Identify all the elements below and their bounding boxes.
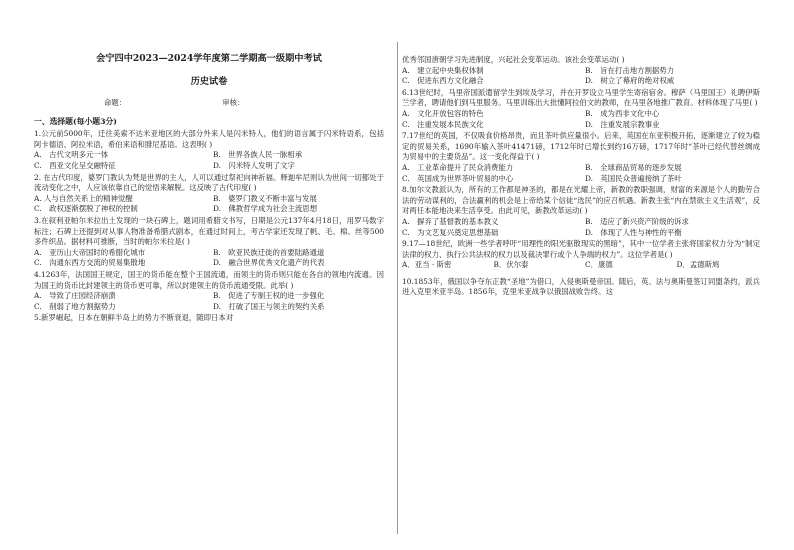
question-1 — [34, 129, 384, 171]
option-b: B．伏尔泰 — [493, 260, 529, 270]
question-stem: 7.17世纪的英国，不仅吸食价格昂贵，而且茶叶供应量很小。后来，英国在东亚积极开拓，逐渐建立了较为稳定的贸易关系，1690年输入茶叶41471磅，1712年时已增长到约16万磅，1717年时“茶叶已经代替丝绸成为贸易中的主要货品”。这一变化得益于( ) — [402, 131, 760, 162]
left-column — [34, 52, 384, 324]
question-3 — [34, 216, 384, 269]
proposer-reviewer-line — [34, 98, 384, 109]
option-d: D. 闪米特人发明了文字 — [213, 160, 295, 170]
option-d: D. 英国民众普遍接纳了茶叶 — [585, 173, 682, 183]
option-b: B. 旨在打击地方割据势力 — [585, 65, 675, 75]
option-a: A．亚当 · 斯密 — [402, 260, 452, 270]
option-b: B. 全球商品贸易的逐步发展 — [585, 162, 682, 172]
question-5 — [34, 313, 384, 324]
option-c: C. 沟通东西方交流的贸易集散地 — [34, 258, 146, 268]
question-options — [402, 260, 760, 271]
question-stem: 9.17—18世纪，欧洲一些学者呼吁“用理性的阳光驱散现实的黑暗”，其中一位学者主张将国家权力分为“制定法律的权力、执行公共法权的权力以及裁决罪行或个人争端的权力”。这位学者是( ) — [402, 239, 760, 259]
option-c: C. 为文艺复兴奠定思想基础 — [402, 227, 499, 237]
option-c: C. 注重发展本民族文化 — [402, 119, 484, 129]
reviewer-label: 审核： — [222, 98, 245, 107]
question-stem: 优秀邻国唐朝学习先进制度，兴起社会变革运动。该社会变革运动( ) — [402, 55, 625, 64]
exam-title: 会宁四中2023—2024学年度第二学期高一级期中考试 — [96, 53, 322, 64]
option-a: A. 文化开放包容的特色 — [402, 108, 484, 118]
question-options — [402, 217, 760, 238]
question-options — [402, 66, 760, 87]
question-options — [34, 248, 384, 269]
question-6 — [402, 88, 760, 130]
option-a: A. 摒弃了基督教的基本教义 — [402, 216, 499, 226]
option-d: D. 打破了国王与领主的契约关系 — [213, 301, 325, 311]
question-stem: 2. 在古代印度，婆罗门教认为梵是世界的主人，人可以通过祭祀向神祈福。释迦牟尼则认为世间一切都处于流动变化之中，人应该依靠自己的觉悟来解脱。这反映了古代印度( ) — [34, 172, 384, 193]
question-options — [34, 150, 384, 171]
question-options — [402, 109, 760, 130]
option-d: D. 树立了幕府的绝对权威 — [585, 76, 675, 86]
option-c: C．康德 — [585, 260, 613, 270]
option-b: B. 欧亚民族迁徙的首要陆路通道 — [213, 247, 325, 257]
question-7 — [402, 131, 760, 184]
option-c: C. 英国成为世界茶叶贸易的中心 — [402, 173, 514, 183]
exam-subtitle: 历史试卷 — [190, 76, 228, 87]
option-b: B. 世界各族人民一脉相承 — [213, 150, 303, 160]
question-stem: 4.1263年，法国国王规定，国王的货币能在整个王国流通，而领主的货币则只能在各自的领地内流通。因为国王的货币比封建领主的货币更可靠，所以封建领主的货币流通受限。此举( ) — [34, 269, 384, 290]
question-stem: 8.加尔文教派认为，所有的工作都是神圣的，都是在光耀上帝，新教的教职强调，财富的来源是个人的勤劳合法的劳动谋利的，合法赢利的机会是上帝给某个信徒“选民”的应召机遇。新教主张“内在禁欲主义生活观”，反对两任本能地决来生活享受。由此可见，新教改革运动( ) — [402, 185, 760, 216]
option-d: D. 融合世界优秀文化遗产的代表 — [213, 258, 325, 268]
option-a: A. 亚历山大帝国时的希腊化城市 — [34, 247, 146, 257]
option-d: D. 体现了人性与神性的平衡 — [585, 227, 682, 237]
option-a: A. 导致了庄园经济崩溃 — [34, 291, 116, 301]
option-c: C. 政权逐渐摆脱了神权的控制 — [34, 204, 138, 214]
option-a: A. 人与自然关系上的精神觉醒 — [34, 193, 133, 203]
option-d: D. 佛教哲学成为社会主流思想 — [213, 204, 318, 214]
proposer-label: 命题： — [104, 98, 127, 107]
option-b: B. 适应了新兴资产阶级的诉求 — [585, 216, 689, 226]
option-c: C. 西亚文化呈交融特征 — [34, 160, 116, 170]
question-options — [402, 163, 760, 184]
question-stem: 10.1853年，俄国以争夺东正教“圣地”为借口，入侵奥斯曼帝国。随后，英、法与奥斯曼签订同盟条约，派兵进入克里米亚半岛。1856年，克里米亚战争以俄国战败告终。这 — [402, 276, 760, 297]
question-stem: 1.公元前5000年，迁往美索不达米亚地区的大部分外来人是闪米特人，他们的语言属于闪米特语系，包括阿卡德语、阿拉米语，希伯来语和腓尼基语。这表明( ) — [34, 129, 384, 149]
question-options — [34, 291, 384, 312]
option-a: A. 建立起中央集权体制 — [402, 65, 484, 75]
question-2 — [34, 173, 384, 215]
option-a: A. 工业革命提升了民众消费能力 — [402, 162, 514, 172]
option-a: A. 古代文明多元一体 — [34, 150, 109, 160]
question-options — [34, 194, 384, 215]
right-column — [402, 54, 760, 298]
question-4 — [34, 270, 384, 312]
option-b: B. 成为西非文化中心 — [585, 108, 660, 118]
option-d: D. 注重发展宗教事业 — [585, 119, 660, 129]
question-stem: 5.新罗崛起，日本在朝鲜半岛上的势力不断衰退，随即日本对 — [34, 313, 234, 323]
option-c: C. 促进东西方文化融合 — [402, 76, 484, 86]
question-10 — [402, 277, 760, 298]
option-d: D．孟德斯鸠 — [676, 260, 720, 270]
section-title: 一、选择题(每小题3分) — [34, 116, 117, 126]
option-c: C. 削弱了地方割据势力 — [34, 301, 116, 311]
option-b: B. 婆罗门教义不断丰富与发展 — [213, 193, 317, 203]
question-9 — [402, 239, 760, 271]
column-divider — [397, 42, 398, 534]
option-b: B. 促进了专制王权的进一步强化 — [213, 291, 325, 301]
question-stem: 3.在叙利亚帕尔米拉出土发现的一块石碑上，题词用希腊文书写，日期是公元137年4月18日，用罗马数字标注；石碑上还提到对从事人物准备希腊式剧本，在通过时间上，考古学家还发现了帆、毛、棉、丝等500多件织品。据材料可推断，当时的帕尔米拉是( ) — [34, 215, 384, 247]
question-8 — [402, 185, 760, 238]
question-stem: 6.13世纪时，马里帝国派遣留学生到埃及学习，并在开罗设立马里学生寄宿宿舍。穆萨（马里国王）礼聘伊斯兰学者，聘请他们到马里服务。马里训练出大批懂阿拉伯文的教师，在马里各地推广教育。材料体现了马里( ) — [402, 87, 760, 108]
question-5-continued — [402, 55, 760, 87]
